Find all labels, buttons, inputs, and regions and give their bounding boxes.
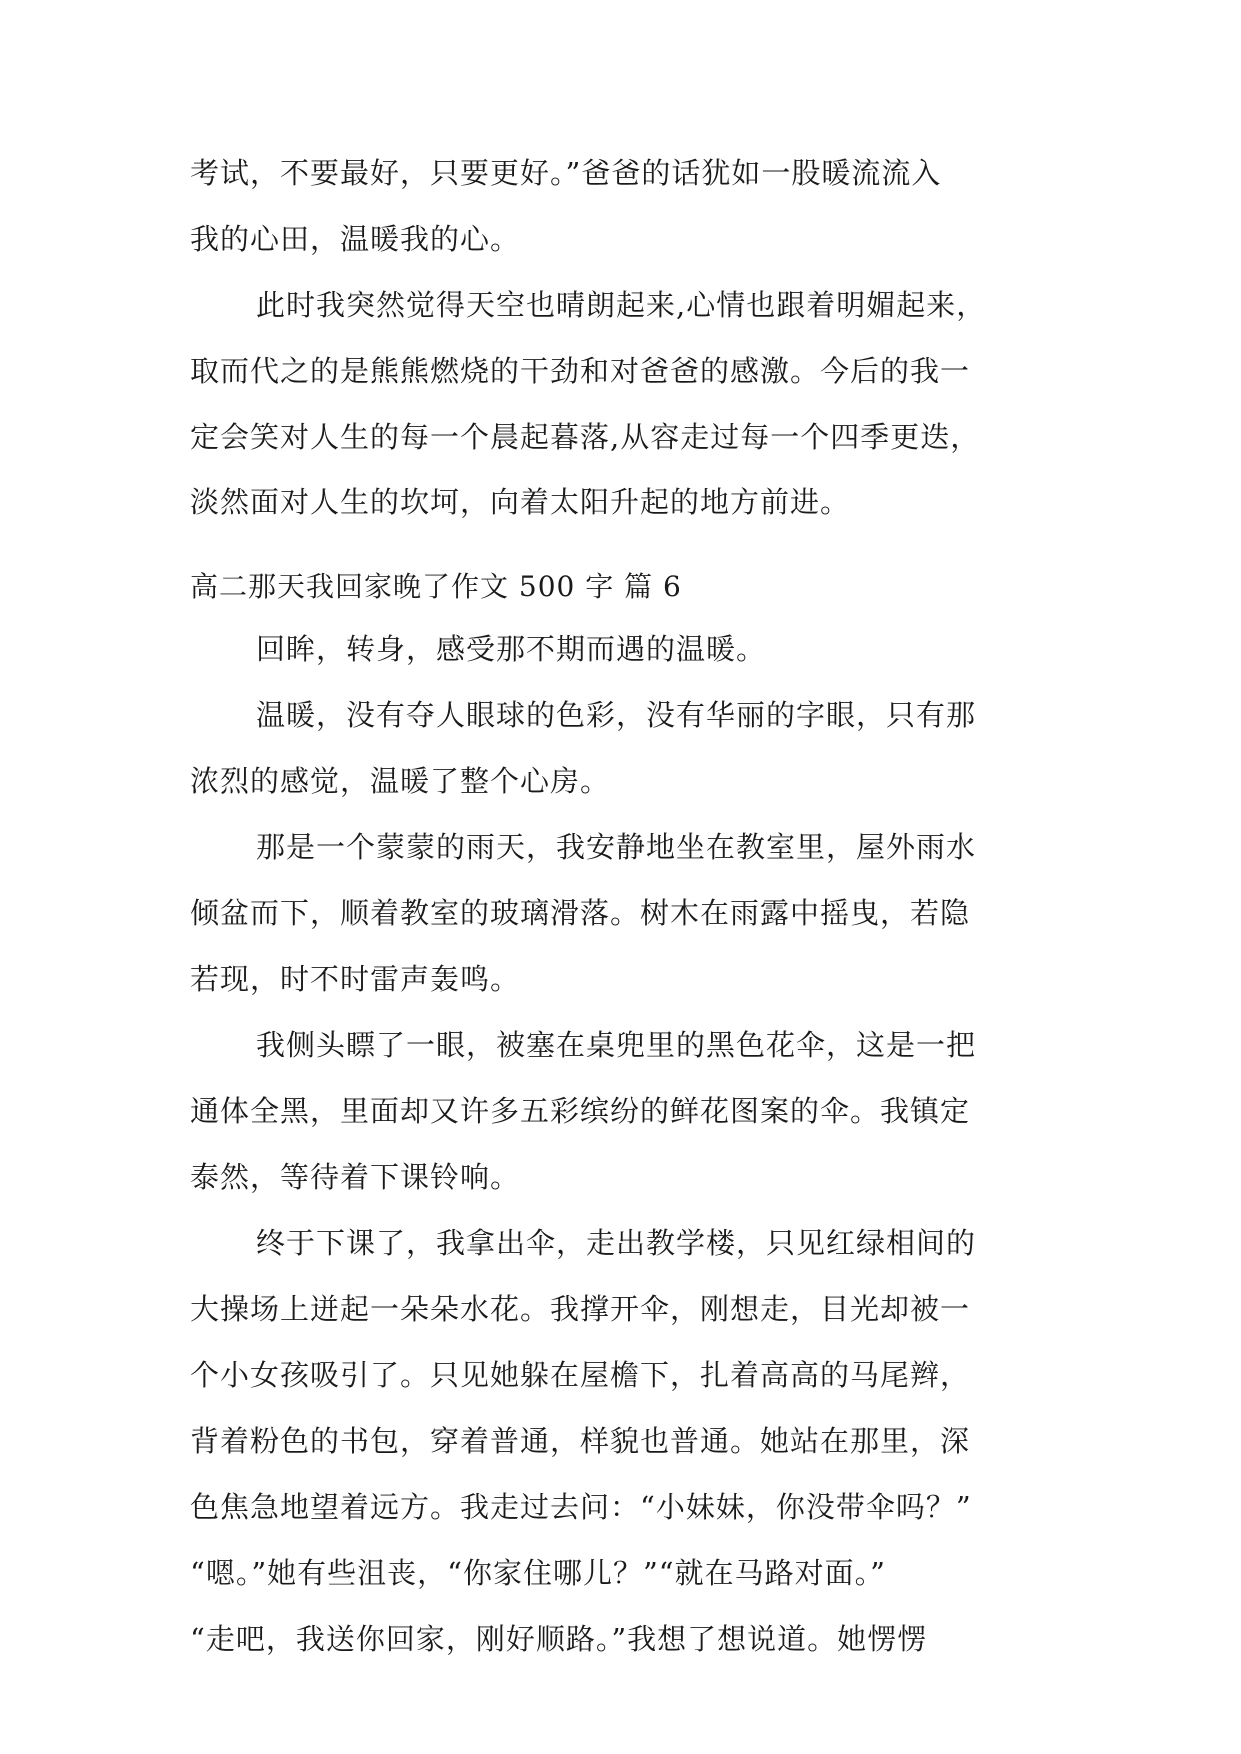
text-line: 泰然，等待着下课铃响。 — [190, 1160, 521, 1194]
paragraph-start: 此时我突然觉得天空也晴朗起来,心情也跟着明媚起来， — [256, 288, 987, 322]
text-line: 定会笑对人生的每一个晨起暮落,从容走过每一个四季更迭， — [190, 420, 981, 454]
text-line: 淡然面对人生的坎坷，向着太阳升起的地方前进。 — [190, 485, 851, 519]
text-line: 大操场上迸起一朵朵水花。我撑开伞，刚想走，目光却被一 — [190, 1292, 971, 1326]
text-line: 我的心田，温暖我的心。 — [190, 222, 521, 256]
paragraph-start: 那是一个蒙蒙的雨天，我安静地坐在教室里，屋外雨水 — [256, 830, 977, 864]
section-heading: 高二那天我回家晚了作文 500 字 篇 6 — [190, 570, 682, 603]
text-line: “嗯。”她有些沮丧，“你家住哪儿？”“就在马路对面。” — [190, 1556, 886, 1590]
text-line: 倾盆而下，顺着教室的玻璃滑落。树木在雨露中摇曳，若隐 — [190, 896, 971, 930]
paragraph-start: 温暖，没有夺人眼球的色彩，没有华丽的字眼，只有那 — [256, 698, 977, 732]
paragraph-start: 我侧头瞟了一眼，被塞在桌兜里的黑色花伞，这是一把 — [256, 1028, 977, 1062]
text-line: 通体全黑，里面却又许多五彩缤纷的鲜花图案的伞。我镇定 — [190, 1094, 971, 1128]
text-line: 考试，不要最好，只要更好。”爸爸的话犹如一股暖流流入 — [190, 156, 942, 190]
paragraph-start: 回眸，转身，感受那不期而遇的温暖。 — [256, 632, 767, 666]
text-line: 浓烈的感觉，温暖了整个心房。 — [190, 764, 611, 798]
text-line: 若现，时不时雷声轰鸣。 — [190, 962, 521, 996]
text-line: 色焦急地望着远方。我走过去问：“小妹妹，你没带伞吗？” — [190, 1490, 972, 1524]
text-line: 个小女孩吸引了。只见她躲在屋檐下，扎着高高的马尾辫， — [190, 1358, 971, 1392]
text-line: 背着粉色的书包，穿着普通，样貌也普通。她站在那里，深 — [190, 1424, 971, 1458]
text-line: 取而代之的是熊熊燃烧的干劲和对爸爸的感激。今后的我一 — [190, 354, 971, 388]
text-line: “走吧，我送你回家，刚好顺路。”我想了想说道。她愣愣 — [190, 1622, 928, 1656]
paragraph-start: 终于下课了，我拿出伞，走出教学楼，只见红绿相间的 — [256, 1226, 977, 1260]
